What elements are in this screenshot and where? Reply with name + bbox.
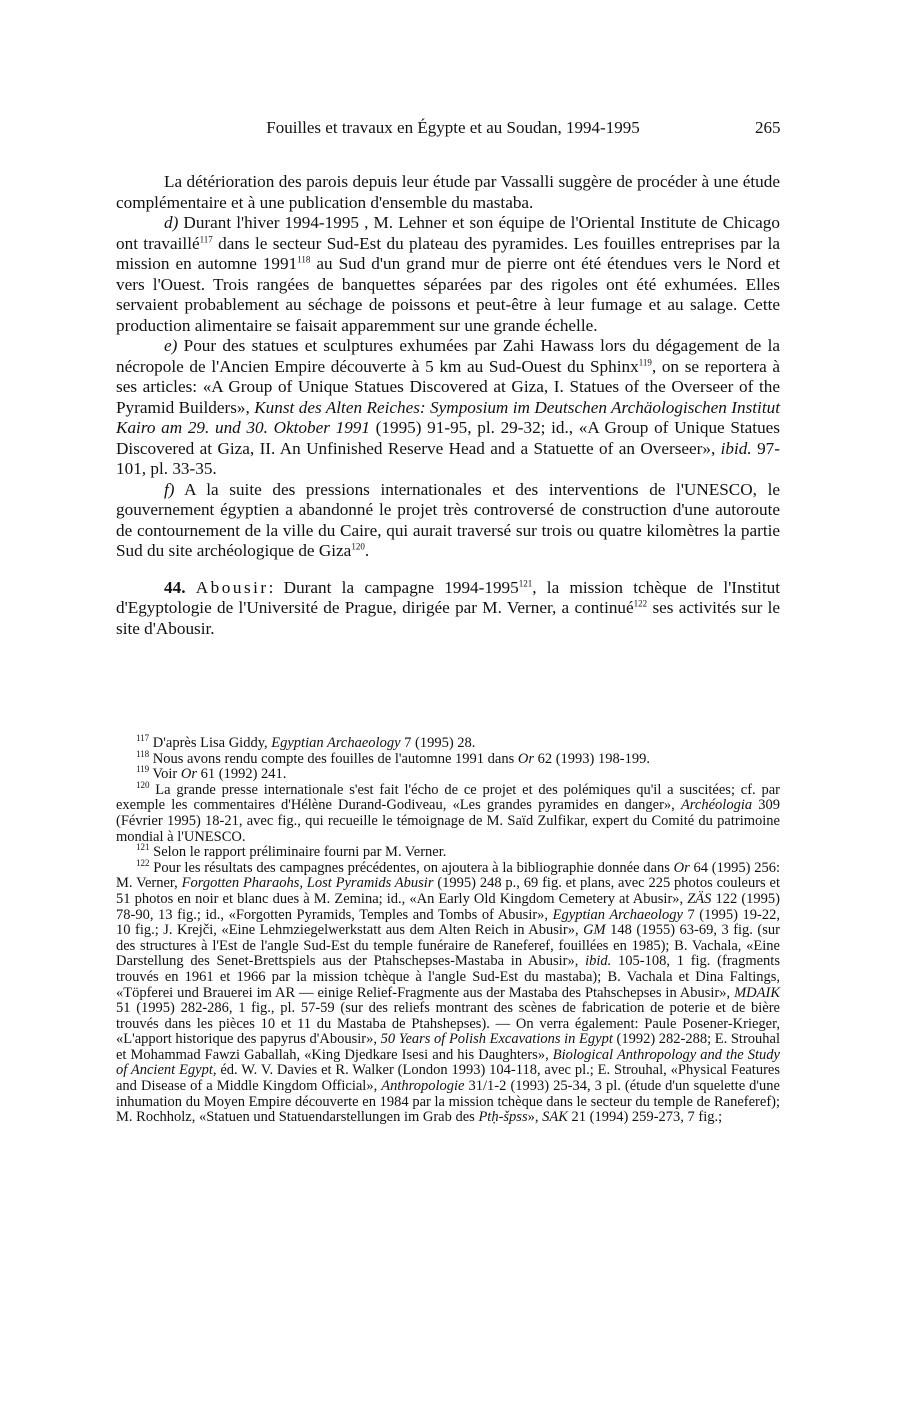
footnote-120: $^{120}$ La grande presse internationale s'est fait l'écho de ce projet et des polémiques qu'il a suscitées; cf. par exemple les commentaires d'Hélène Durand-Godiveau, «Les grandes pyramides en danger», Archéologia 309 (Février 1995) 18-21, avec fig., qui recueille le témoignage de M. Saïd Zulfikar, expert du Comité du patrimoine mondial à l'UNESCO. xyxy=(116,779,780,845)
paragraph-d: d) Durant l'hiver 1994-1995 , M. Lehner et son équipe de l'Oriental Institute de Chicago ont travaillé$^{117}$ dans le secteur Sud-Est du plateau des pyramides. Les fouilles entreprises par la mission en automne 1991$^{118}$ au Sud d'un grand mur de pierre ont été étendues vers le Nord et vers l'Ouest. Trois rangées de banquettes séparées par des rigoles ont été exhumées. Elles servaient probablement au séchage de poissons et peut-être à leur fumage et au salage. Cette production alimentaire se faisait apparemment sur une grande échelle. xyxy=(116,213,781,335)
footnote-119: $^{119}$ Voir Or 61 (1992) 241. xyxy=(136,764,287,783)
footnote-121: $^{121}$ Selon le rapport préliminaire fourni par M. Verner. xyxy=(136,842,447,861)
item-label: e) xyxy=(164,336,178,355)
item-label: f) xyxy=(164,479,175,499)
running-header xyxy=(0,118,906,142)
item-label: d) xyxy=(164,213,179,232)
footnote-ref[interactable]: 120 xyxy=(351,541,365,552)
paragraph-mastaba: La détérioration des parois depuis leur étude par Vassalli suggère de procéder à une étude complémentaire et à une publication d'ensemble du mastaba. xyxy=(116,172,780,212)
footnote-ref[interactable]: 119 xyxy=(638,356,652,367)
footnote-ref[interactable]: 118 xyxy=(297,254,311,265)
footnote-ref[interactable]: 121 xyxy=(518,577,533,588)
footnote-118: $^{118}$ Nous avons rendu compte des fouilles de l'automne 1991 dans Or 62 (1993) 198-199. xyxy=(136,748,650,767)
paragraph-f: f) A la suite des pressions internationales et des interventions de l'UNESCO, le gouvernement égyptien a abandonné le projet très controversé de construction d'une autoroute de contournement de la ville du Caire, qui aurait traversé sur trois ou quatre kilomètres la partie Sud du site archéologique de Giza$^{120}$. xyxy=(116,479,780,560)
paragraph-e: e) Pour des statues et sculptures exhumées par Zahi Hawass lors du dégagement de la nécropole de l'Ancien Empire découverte à 5 km au Sud-Ouest du Sphinx$^{119}$, on se reportera à ses articles: «A Group of Unique Statues Discovered at Giza, I. Statues of the Overseer of the Pyramid Builders», Kunst des Alten Reiches: Symposium im Deutschen Archäologischen Institut Kairo am 29. und 30. Oktober 1991 (1995) 91-95, pl. 29-32; id., «A Group of Unique Statues Discovered at Giza, II. An Unfinished Reserve Head and a Statuette of an Overseer», ibid. 97-101, pl. 33-35. xyxy=(116,336,780,478)
section-number: 44. xyxy=(164,577,186,597)
footnote-ref[interactable]: 117 xyxy=(199,233,213,244)
section-place: Abousir xyxy=(195,577,269,597)
footnote-122: $^{122}$ Pour les résultats des campagnes précédentes, on ajoutera à la bibliographie donnée dans Or 64 (1995) 256: M. Verner, Forgotten Pharaohs, Lost Pyramids Abusir (1995) 248 p., 69 fig. et plans, avec 225 photos couleurs et 51 photos en noir et blanc dues à M. Zemina; id., «An Early Old Kingdom Cemetery at Abusir», ZÄS 122 (1995) 78-90, 13 fig.; id., «Forgotten Pyramids, Temples and Tombs of Abusir», Egyptian Archaeology 7 (1995) 19-22, 10 fig.; J. Krejči, «Eine Lehmziegelwerkstatt aus dem Alten Reich in Abusir», GM 148 (1955) 63-69, 3 fig. (sur des structures à l'Est de l'angle Sud-Est du temple funéraire de Raneferef, fouillées en 1985); B. Vachala, «Eine Darstellung des Senet-Brettspiels aus der Ptahschepses-Mastaba in Abusir», ibid. 105-108, 1 fig. (fragments trouvés en 1961 et 1966 par la mission tchèque à l'angle Sud-Est du mastaba); B. Vachala et Dina Faltings, «Töpferei und Brauerei im AR — einige Relief-Fragmente aus der Mastaba des Ptahschepses in Abusir», MDAIK 51 (1995) 282-286, 1 fig., pl. 57-59 (sur des reliefs montrant des scènes de fabrication de poterie et de bière trouvés dans les pièces 10 et 11 du Mastaba de Ptahshepses). — On verra également: Paule Posener-Krieger, «L'apport historique des papyrus d'Abousir», 50 Years of Polish Excavations in Egypt (1992) 282-288; E. Strouhal et Mohammad Fawzi Gaballah, «King Djedkare Isesi and his Daughters», Biological Anthropology and the Study of Ancient Egypt, éd. W. V. Davies et R. Walker (London 1993) 104-118, avec pl.; E. Strouhal, «Physical Features and Disease of a Middle Kingdom Official», Anthropologie 31/1-2 (1993) 25-34, 3 pl. (étude d'un squelette d'une inhumation du Moyen Empire découverte en 1984 par la mission tchèque dans le secteur du temple de Raneferef); M. Rochholz, «Statuen und Statuendarstellungen im Grab des Ptḥ-špss», SAK 21 (1994) 259-273, 7 fig.; xyxy=(116,857,781,1126)
footnotes xyxy=(116,733,781,1126)
footnote-117: $^{117}$ D'après Lisa Giddy, Egyptian Archaeology 7 (1995) 28. xyxy=(136,733,476,751)
main-text xyxy=(116,172,780,639)
footnote-ref[interactable]: 122 xyxy=(633,598,648,609)
running-title: Fouilles et travaux en Égypte et au Soudan, 1994-1995 xyxy=(266,118,640,137)
page-number: 265 xyxy=(755,118,781,137)
section-44-abousir: 44. Abousir: Durant la campagne 1994-1995$^{121}$, la mission tchèque de l'Institut d'Egyptologie de l'Université de Prague, dirigée par M. Verner, a continué$^{122}$ ses activités sur le site d'Abousir. xyxy=(116,577,780,638)
